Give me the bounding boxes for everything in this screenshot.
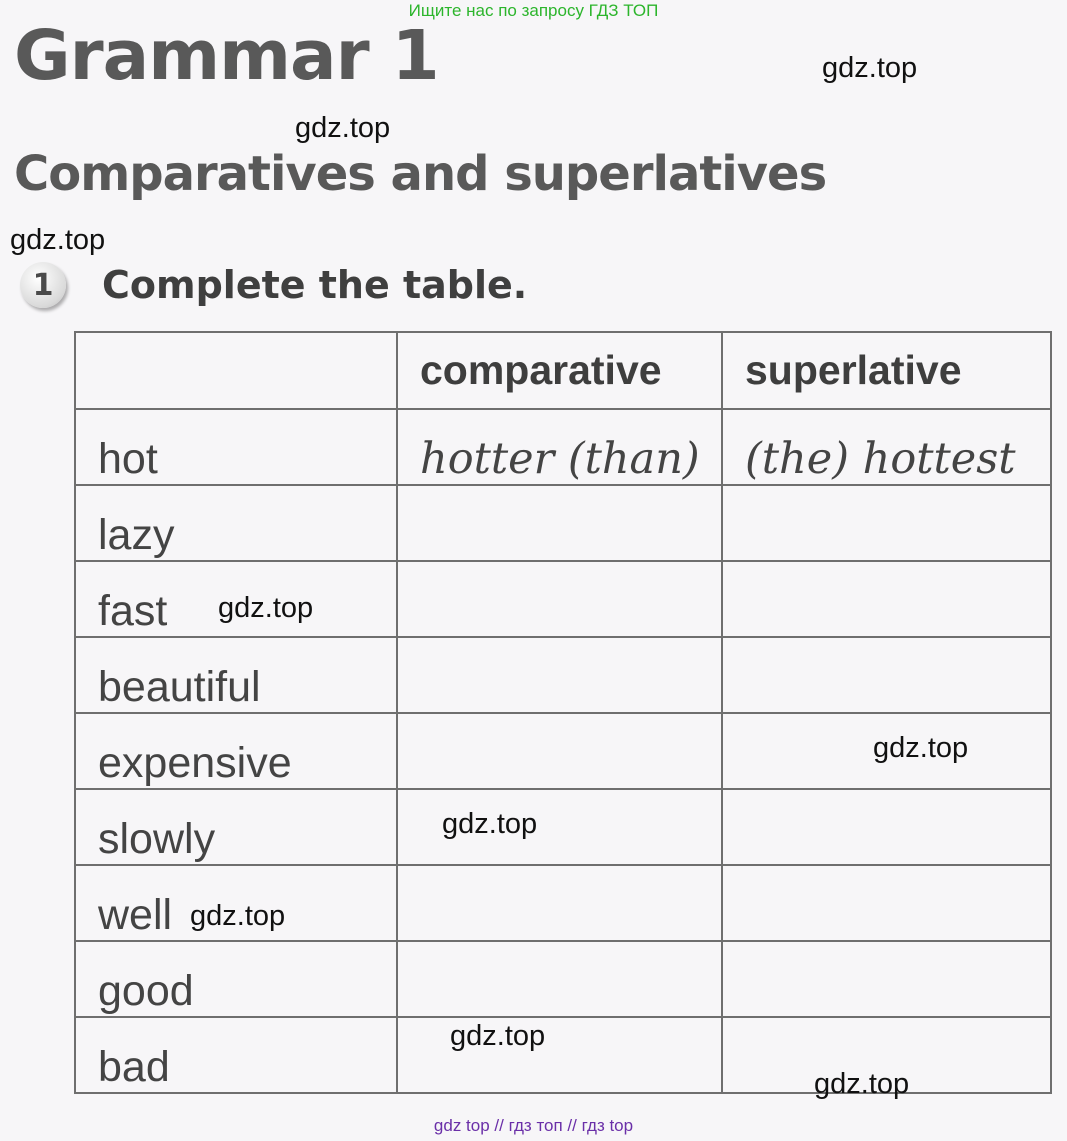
top-banner: Ищите нас по запросу ГДЗ ТОП: [408, 1, 659, 20]
superlative-cell[interactable]: [722, 865, 1051, 941]
table-row: [75, 637, 1051, 713]
watermark: gdz.top: [218, 592, 314, 624]
watermark: gdz.top: [442, 808, 538, 840]
watermark: gdz.top: [295, 112, 391, 144]
adjective-cell: fast: [75, 561, 397, 637]
table-row: [75, 485, 1051, 561]
superlative-cell[interactable]: [722, 485, 1051, 561]
table-row: [75, 789, 1051, 865]
adjective-cell: bad: [75, 1017, 397, 1093]
table-row: [75, 409, 1051, 485]
grammar-table: [74, 331, 1052, 1094]
comparative-cell[interactable]: [397, 941, 722, 1017]
comparative-cell[interactable]: [397, 485, 722, 561]
header-superlative: superlative: [722, 332, 1051, 409]
watermark: gdz.top: [10, 224, 106, 256]
exercise-instruction: Complete the table.: [102, 263, 528, 307]
exercise-header: [20, 262, 527, 308]
comparative-cell: hotter (than): [397, 409, 722, 485]
comparative-cell[interactable]: [397, 561, 722, 637]
comparative-cell[interactable]: [397, 713, 722, 789]
page-subtitle: Comparatives and superlatives: [14, 146, 827, 202]
header-comparative: comparative: [397, 332, 722, 409]
comparative-cell[interactable]: [397, 637, 722, 713]
header-adjective: [75, 332, 397, 409]
watermark: gdz.top: [450, 1020, 546, 1052]
adjective-cell: beautiful: [75, 637, 397, 713]
adjective-cell: well: [75, 865, 397, 941]
superlative-cell: (the) hottest: [722, 409, 1051, 485]
watermark: gdz.top: [873, 732, 969, 764]
adjective-cell: hot: [75, 409, 397, 485]
superlative-cell[interactable]: [722, 561, 1051, 637]
comparative-cell[interactable]: [397, 1017, 722, 1093]
watermark: gdz.top: [190, 900, 286, 932]
superlative-cell[interactable]: [722, 637, 1051, 713]
superlative-cell[interactable]: [722, 941, 1051, 1017]
table-header-row: [75, 332, 1051, 409]
comparative-cell[interactable]: [397, 865, 722, 941]
footer-watermark: gdz top // гдз топ // гдз top: [433, 1116, 634, 1135]
adjective-cell: lazy: [75, 485, 397, 561]
superlative-cell[interactable]: [722, 789, 1051, 865]
watermark: gdz.top: [822, 52, 918, 84]
table-row: [75, 941, 1051, 1017]
adjective-cell: slowly: [75, 789, 397, 865]
page-title: Grammar 1: [14, 16, 439, 96]
adjective-cell: expensive: [75, 713, 397, 789]
exercise-number-badge: 1: [20, 262, 66, 308]
adjective-cell: good: [75, 941, 397, 1017]
watermark: gdz.top: [814, 1068, 910, 1100]
